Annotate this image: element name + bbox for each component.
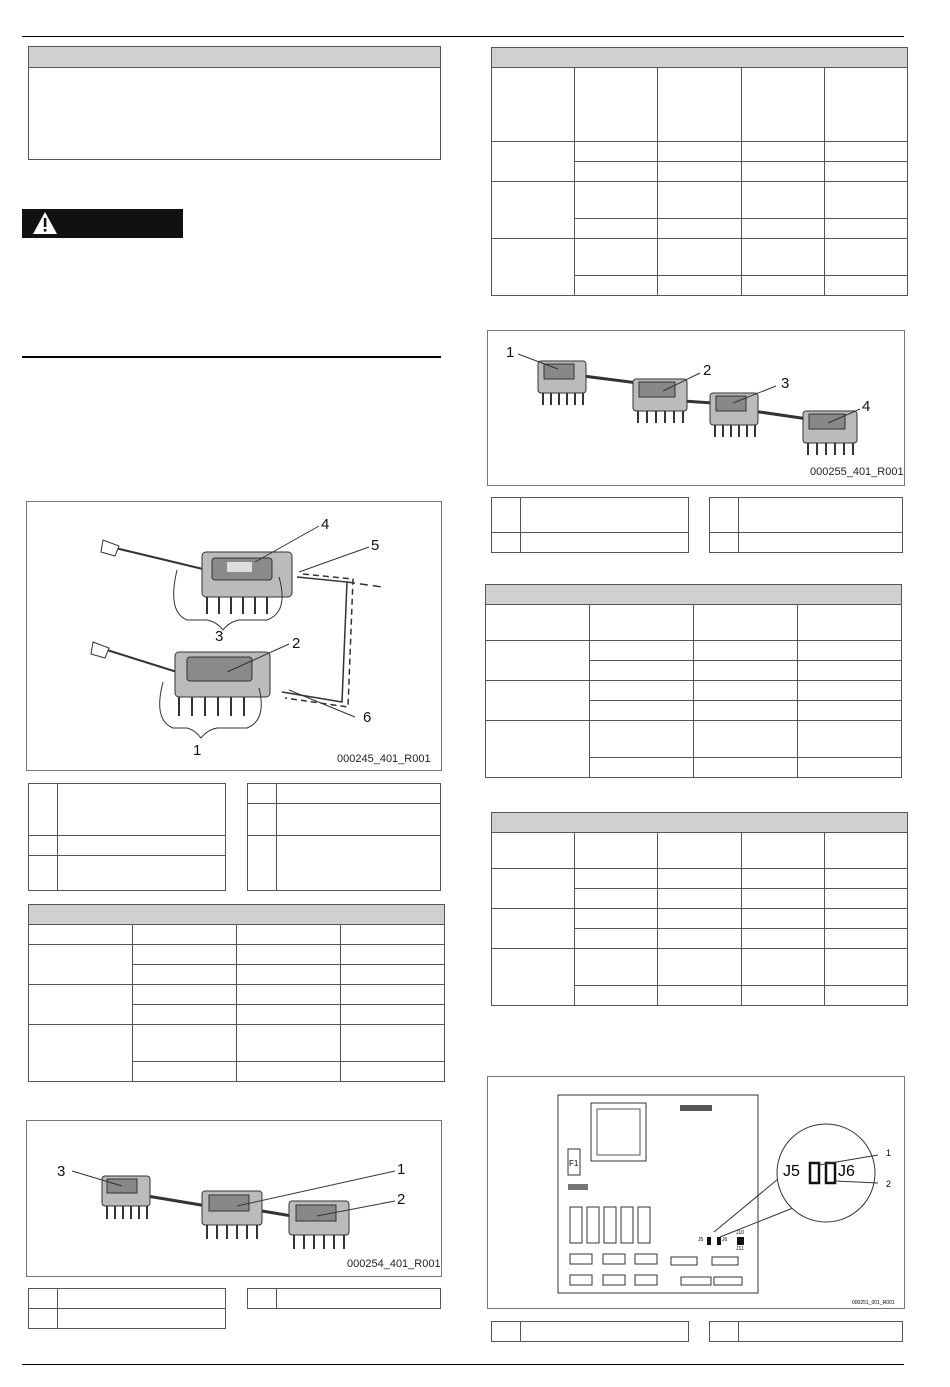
callout-1: 1 xyxy=(506,344,515,361)
callout-2: 2 xyxy=(397,1191,406,1208)
callout-3: 3 xyxy=(215,628,224,645)
legend-table-c-left xyxy=(491,497,689,553)
figure-a xyxy=(26,501,442,771)
jumper-j5-label: J5 xyxy=(783,1163,800,1180)
callout-4: 4 xyxy=(862,398,871,415)
figure-b xyxy=(26,1120,442,1277)
data-table-right-1 xyxy=(491,47,908,296)
figure-code: 000255_401_R001 xyxy=(810,466,904,478)
data-table-right-2 xyxy=(485,584,902,778)
figure-d-circuit-board xyxy=(487,1076,905,1309)
bottom-rule xyxy=(22,1364,904,1365)
callout-1: 1 xyxy=(397,1161,406,1178)
figure-code: 000254_401_R001 xyxy=(347,1258,441,1270)
small-j6-label: J6 xyxy=(722,1237,728,1243)
warning-banner xyxy=(22,209,183,238)
legend-table-b-left xyxy=(28,1288,226,1329)
legend-table-b-right xyxy=(247,1288,441,1309)
callout-5: 5 xyxy=(371,537,380,554)
warning-triangle-icon xyxy=(30,209,60,238)
legend-table-a-right xyxy=(247,783,441,891)
callout-3: 3 xyxy=(57,1163,66,1180)
callout-1: 1 xyxy=(193,742,202,759)
note-box-header xyxy=(28,46,441,68)
legend-table-a-left xyxy=(28,783,226,891)
callout-6: 6 xyxy=(363,709,372,726)
callout-2: 2 xyxy=(292,635,301,652)
j10-label: J10 xyxy=(736,1230,745,1236)
callout-2: 2 xyxy=(886,1179,892,1189)
figure-code: 000251_001_R001 xyxy=(852,1300,895,1306)
callout-2: 2 xyxy=(703,362,712,379)
callout-3: 3 xyxy=(781,375,790,392)
legend-table-c-right xyxy=(709,497,903,553)
top-rule xyxy=(22,36,904,37)
small-j5-label: J5 xyxy=(698,1237,704,1243)
figure-code: 000245_401_R001 xyxy=(337,753,431,765)
legend-table-d-left xyxy=(491,1321,689,1342)
figure-c xyxy=(487,330,905,486)
callout-1: 1 xyxy=(886,1148,892,1158)
jumper-j6-label: J6 xyxy=(838,1163,855,1180)
j11-label: J11 xyxy=(736,1246,744,1252)
section-rule xyxy=(22,356,441,358)
data-table-left xyxy=(28,904,445,1082)
data-table-right-3 xyxy=(491,812,908,1006)
callout-4: 4 xyxy=(321,516,330,533)
legend-table-d-right xyxy=(709,1321,903,1342)
fuse-label: F1 xyxy=(569,1159,579,1168)
